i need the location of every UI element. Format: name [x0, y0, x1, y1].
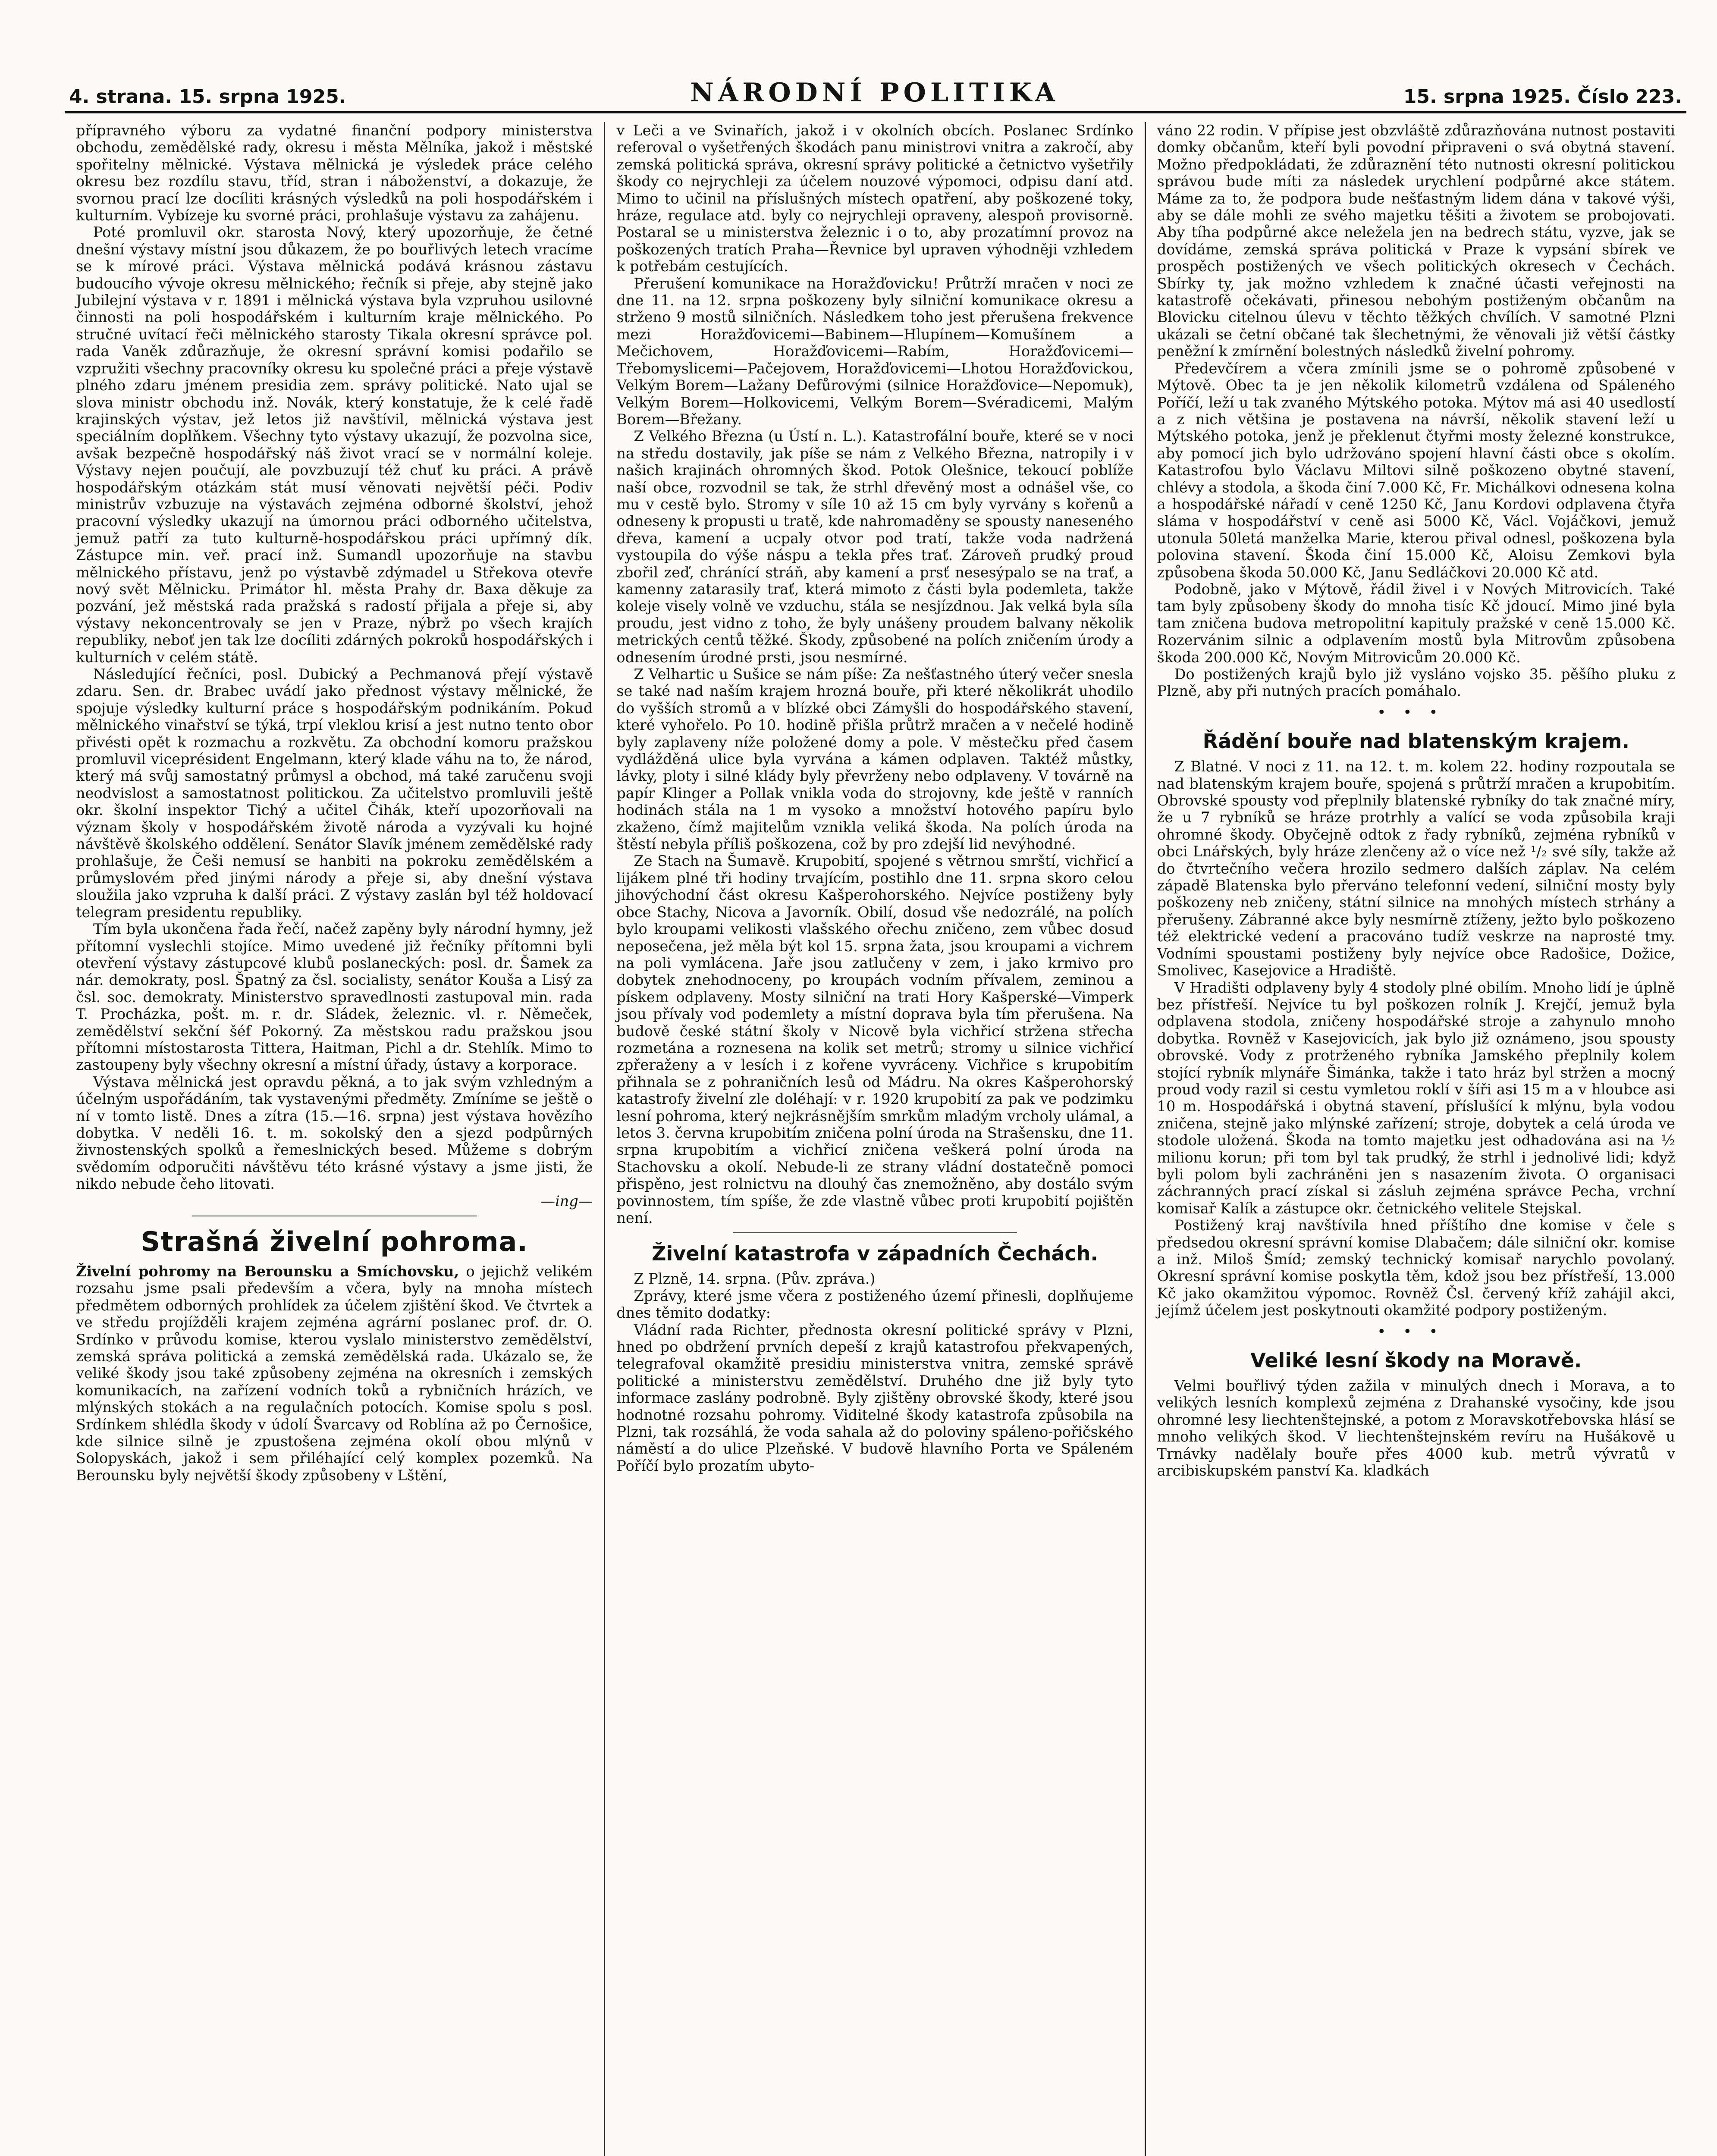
article-heading-blatna: Řádění bouře nad blatenským krajem. — [1202, 730, 1629, 753]
col2-paragraph: v Leči a ve Svinařích, jakož i v okolních obcích. Poslanec Srdínko referoval o vyšetřených škodách panu ministrovi vnitra a zakročí, aby zemská politická správa, okresní správy politické a četnictvo vyšetřily škody co nejrychleji za účelem nouzové výpomoci, odpisu daní atd. Mimo to učinil na příslušných místech opatření, aby poškozené toky, hráze, regulace atd. byly co nejrychleji opraveny, alespoň provisorně. Postaral se u ministerstva železnic i o to, aby prozatímní provoz na poškozených tratích Praha—Řevnice byl upraven výhodněji vzhledem k potřebám cestujících. — [616, 122, 1133, 275]
column-3 — [1146, 122, 1686, 2156]
newspaper-title: NÁRODNÍ POLITIKA — [690, 78, 1060, 108]
col2-paragraph: Přerušení komunikace na Horažďovicku! Průtrží mračen v noci ze dne 11. na 12. srpna poškozeny byly silniční komunikace okresu a strženo 9 mostů silničních. Následkem toho jest přerušena frekvence mezi Horažďovicemi—Babinem—Hlupínem—Komušínem a Mečichovem, Horažďovicemi—Rabím, Horažďovicemi—Třebomyslicemi—Pačejovem, Horažďovicemi—Lhotou Horažďovickou, Velkým Borem—Lažany Defůrovými (silnice Horažďovice—Nepomuk), Velkým Borem—Holkovicemi, Velkým Borem—Svéradicemi, Malým Borem—Břežany. — [616, 275, 1133, 428]
col3-paragraph: Postižený kraj navštívila hned příštího dne komise v čele s předsedou okresní správní komise Dlabačem; dále silniční okr. komise a inž. Miloš Šmíd; zemský technický komisař narychlo povolaný. Okresní správní komise poskytla těm, kdož jsou bez přístřeší, 13.000 Kč jako okamžitou výpomoc. Rovněž Čsl. červený kříž zahájil akci, jejímž účelem jest poskytnouti okamžité podpory postiženým. — [1157, 1217, 1675, 1319]
col3-paragraph: Velmi bouřlivý týden zažila v minulých dnech i Morava, a to velikých lesních komplexů zejména z Drahanské vysočiny, kde jsou ohromné lesy liechtenštejnské, a potom z Moravskotřebovska hlásí se mnoho velikých škod. V liechtenštejnském revíru na Hušákově u Trnávky nadělaly bouře přes 4000 kub. metrů vývratů v arcibiskupském panství Ka. kladkách — [1157, 1377, 1675, 1479]
column-2 — [605, 122, 1146, 2156]
col1-paragraph: přípravného výboru za vydatné finanční podpory ministerstva obchodu, zemědělské rady, okresu i města Mělníka, jakož i městské spořitelny mělnické. Výstava mělnická je výsledek práce celého okresu bez rozdílu stavu, tříd, stran i náboženství, a dokazuje, že svornou prací lze docíliti krásných výsledků na poli hospodářském i kulturním. Vybízeje ku svorné práci, prohlašuje výstavu za zahájenu. — [76, 122, 593, 224]
article-heading-disaster: Strašná živelní pohroma. — [141, 1226, 528, 1257]
divider — [733, 1232, 1017, 1233]
subheading-berounsko: Živelní pohromy na Berounsku a Smíchovsku, — [76, 1263, 459, 1280]
newspaper-page — [65, 65, 1686, 2156]
col3-paragraph: Podobně, jako v Mýtově, řádil živel i v Nových Mitrovicích. Také tam byly způsobeny škody do mnoha tisíc Kč jdoucí. Mimo jiné byla tam zničena budova metropolitní kapituly pražské v ceně 15.000 Kč. Rozervánim silnic a odplavením mostů byla Mitrovům způsobena škoda 200.000 Kč, Novým Mitrovicům 20.000 Kč. — [1157, 580, 1675, 666]
col1-paragraph: Výstava mělnická jest opravdu pěkná, a to jak svým vzhledným a účelným uspořádáním, tak vystavenými předměty. Zmíníme se ještě o ní v tomto listě. Dnes a zítra (15.—16. srpna) jest výstava hovězího dobytka. V neděli 16. t. m. sokolský den a sjezd podpůrných živnostenských spolků a řemeslnických besed. Můžeme s dobrým svědomím odporučiti návštěvu této krásné výstavy a jsme jisti, že nikdo nebude čeho litovati. — [76, 1073, 593, 1193]
header-left: 4. strana. 15. srpna 1925. — [69, 86, 346, 108]
separator-dots: ••• — [1377, 1322, 1455, 1340]
col2-paragraph: Ze Stach na Šumavě. Krupobití, spojené s větrnou smrští, vichřicí a lijákem plné tři hodiny trvajícím, postihlo dne 11. srpna skoro celou jihovýchodní část okresu Kašperohorského. Nejvíce postiženy byly obce Stachy, Nicova a Javorník. Obilí, dosud vše nedozrálé, na polích bylo kroupami velikosti vlašského ořechu zničeno, zem vůbec dosud neposečena, jež měla být kol 15. srpna žata, jsou kroupami a vichrem na poli vymlácena. Jaře jsou zatlučeny v zem, i jako krmivo pro dobytek znehodnoceny, po kroupách vodním přívalem, zeminou a pískem odplaveny. Mosty silniční na trati Hory Kašperské—Vimperk jsou přívaly vod podemlety a místní doprava byla tím přerušena. Na budově české státní školy v Nicově byla vichřicí stržena střecha rozmetána a roznesena na kolik set metrů; stromy u silnice vichřicí zpřeraženy a v lesích i z kořene vyvráceny. Vichřice s krupobitím přihnala se z pohraničních lesů od Mádru. Na okres Kašperohorský katastrofy živelní zle doléhají: v r. 1920 krupobití za pak ve podzimku lesní pohroma, který nejkrásnějším smrkům mladým vrcholy ulámal, a letos 3. června krupobitím zničena polní úroda na Strašensku, dne 11. srpna krupobitím a vichřicí zničena veškerá polní úroda na Stachovsku a okolí. Nebude-li ze strany vládní dostatečně pomoci přispěno, jest rolnictvu na dlouhý čas znemožněno, aby dostálo svým povinnostem, tím spíše, že zde vlastně vůbec proti krupobití pojištěn není. — [616, 852, 1133, 1226]
column-1 — [65, 122, 605, 2156]
col2-paragraph: Z Velhartic u Sušice se nám píše: Za nešťastného úterý večer snesla se také nad naším krajem hrozná bouře, při které několikrát uhodilo do vyšších stromů a v blízké obci Zámyšli do hospodářského stavení, které vyhořelo. Po 10. hodině přišla průtrž mračen a v nečelé hodině byly zaplaveny níže položené domy a pole. V městečku před časem vydlážděná ulice byla vyrvána a kámen odplaven. Taktéž můstky, lávky, ploty i silné klády byly převrženy nebo odplaveny. V továrně na papír Klinger a Pollak vnikla voda do strojovny, kde ještě v ranních hodinách stála na 1 m vysoko a množství hotového papíru bylo zkaženo, čímž majitelům vznikla veliká škoda. Na polích úroda na štěstí nebyla příliš poškozena, což by pro zdejší lid nevýhodné. — [616, 666, 1133, 853]
article-heading-west-bohemia: Živelní katastrofa v západních Čechách. — [652, 1242, 1098, 1266]
col1-paragraph: Poté promluvil okr. starosta Nový, který upozorňuje, že četné dnešní výstavy místní jsou důkazem, že po bouřlivých letech vracíme se k mírové práci. Výstava mělnická podává krásnou zástavu budoucího vývoje okresu mělnického; řečník si přeje, aby stejně jako Jubilejní výstava v r. 1891 i mělnická výstava byla vzpruhou usilovné činnosti na poli hospodářském i kulturním kraje mělnického. Po stručné uvítací řeči mělnického starosty Tikala okresní správce pol. rada Vaněk zdůrazňuje, že okresní správní komisi podařilo se vzpružiti všechny pracovníky okresu ku společné práci a přeje výstavě plného zdaru jménem presidia zem. správy politické. Nato ujal se slova ministr obchodu inž. Novák, který konstatuje, že k celé řadě krajinských výstav, jež letos již navštívil, mělnická výstava jest speciálním doplňkem. Všechny tyto výstavy ukazují, že pozvolna sice, avšak bezpečně hospodářský náš život vrací se v normální koleje. Výstavy nejen poučují, ale povzbuzují též chuť ku práci. A právě hospodářským otázkám stát musí věnovati největší péči. Podiv ministrův vzbuzuje na výstavách zejména odborné školství, jehož pracovní výsledky ukazují na úmornou práci odborného učitelstva, jemuž patří za tuto kulturně-hospodářskou práci upřímný dík. Zástupce min. veř. prací inž. Sumandl upozorňuje na stavbu mělnického přístavu, jenž po výstavbě zdýmadel u Střekova otevře nový svět Mělnicku. Primátor hl. města Prahy dr. Baxa děkuje za pozvání, jež městská rada pražská s radostí přijala a přeje si, aby výstavy nekoncentrovaly se jen v Praze, nýbrž po všech krajích republiky, neboť jen tak lze docíliti zdárných pokroků hospodářských i kulturních v celém státě. — [76, 224, 593, 666]
separator-dots: ••• — [1377, 703, 1455, 721]
col2-paragraph: Z Velkého Března (u Ústí n. L.). Katastrofální bouře, které se v noci na středu dostavily, jak píše se nám z Velkého Března, natropily i v našich krajinách ohromných škod. Potok Olešnice, tekoucí poblíže naší obce, rozvodnil se tak, že strhl dřevěný most a odnášel vše, co mu v cestě bylo. Stromy v síle 10 až 15 cm byly vyrvány s kořenů a odneseny k propusti u tratě, kde nahromaděny se spousty naneseného dřeva, kamení a ucpaly otvor pod tratí, takže voda nadržená vystoupila do výše náspu a tekla přes trať. Zároveň prudký proud zbořil zeď, chránící stráň, aby kamení a prsť nesesýpalo se na trať, a kamenny zatarasily trať, která mimoto z části byla podemleta, takže koleje visely volně ve vzduchu, stála se nesjízdnou. Jak velká byla síla proudu, jest vidno z toho, že byly unášeny proudem balvany několik metrických centů těžké. Škody, způsobené na polích zničením úrody a odnesením úrodné prsti, jsou nesmírné. — [616, 428, 1133, 666]
col1-paragraph: Následující řečníci, posl. Dubický a Pechmanová přejí výstavě zdaru. Sen. dr. Brabec uvádí jako přednost výstavy mělnické, že spojuje výsledky kulturní práce s hospodářským podnikáním. Pokud mělnického vinařství se týká, trpí vleklou krisí a jest nutno tento obor přivésti opět k rozmachu a rozkvětu. Za obchodní komoru pražskou promluvil viceprésident Engelmann, který klade váhu na to, že národ, který má svůj samostatný průmysl a obchod, má také zaručenu svoji neodvislost a samostatnost politickou. Za učitelstvo promluvili ještě okr. školní inspektor Tichý a učitel Čihák, kteří upozorňovali na význam školy v hospodářském životě národa a vyzývali ku hojné návštěvě školského oddělení. Senátor Slavík jménem zemědělské rady prohlašuje, že Češi nemusí se hanbiti na pokroku zemědělském a průmyslovém před jinými národy a přeje si, aby dnešní výstava sloužila jako vzpruha k další práci. Z výstavy zaslán byl též holdovací telegram presidentu republiky. — [76, 666, 593, 921]
header-right: 15. srpna 1925. Číslo 223. — [1403, 86, 1682, 108]
col1-paragraph: Tím byla ukončena řada řečí, načež zapěny byly národní hymny, jež přítomní vyslechli stojíce. Mimo uvedené již řečníky přítomni byli otevření výstavy zástupcové klubů poslaneckých: posl. dr. Šamek za nár. demokraty, posl. Špatný za čsl. socialisty, senátor Kouša a Lisý za čsl. soc. demokraty. Ministerstvo spravedlnosti zastupoval min. rada T. Procházka, pošt. m. r. dr. Sládek, železnic. vl. r. Němeček, zemědělství sekční šéf Pokorný. Za městskou radu pražskou jsou přítomni místostarosta Tittera, Haitman, Pichl a dr. Stehlík. Mimo to zastoupeny byly všechny okresní a místní úřady, ústavy a korporace. — [76, 921, 593, 1074]
masthead — [65, 65, 1686, 113]
col3-paragraph: Z Blatné. V noci z 11. na 12. t. m. kolem 22. hodiny rozpoutala se nad blatenským krajem bouře, spojená s průtrží mračen a krupobitím. Obrovské spousty vod přeplnily blatenské rybníky do tak značné míry, že u 7 rybníků se hráze protrhly a valící se voda způsobila kraji ohromné škody. Obyčejně odtok z řady rybníků, zejména rybníků v obci Lnářských, byly hráze zlenčeny až o více než ¹/₂ své síly, takže až do čtvrtečního večera hrozilo sedmero dalších záplav. Na celém západě Blatenska bylo přerváno telefonní vedení, silniční mosty byly poškozeny neb zničeny, státní silnice na mnohých místech strhány a přerušeny. Zábranné akce byly nesmírně ztíženy, ježto bylo poškozeno též elektrické vedení a pracováno tudíž veskrze na naprosté tmy. Vodními spoustami postiženy byly nejvíce obce Radošice, Dožice, Smolivec, Kasejovice a Hradiště. — [1157, 758, 1675, 979]
columns — [65, 122, 1686, 2156]
col3-paragraph: Předevčírem a včera zmínili jsme se o pohromě způsobené v Mýtově. Obec ta je jen několik kilometrů vzdálena od Spáleného Poříčí, leží u tak zvaného Mýtského potoka. Mýtov má asi 40 usedlostí a z nich většina je postavena na návrší, několik stavení leží u Mýtského potoka, jenž je překlenut čtyřmi mosty železné konstrukce, aby pomocí jich bylo udržováno spojení hlavní části obce s okolím. Katastrofou bylo Václavu Miltovi silně poškozeno obytné stavení, chlévy a stodola, a škoda činí 7.000 Kč, Fr. Michálkovi odnesena kolna a hospodářské nářadí v ceně 1250 Kč, Janu Kordovi odplavena čtyřa sláma v hospodářství v ceně asi 5000 Kč, Václ. Vojáčkovi, jemuž utonula 50letá manželka Marie, kterou přival odnesl, poškozena byla polovina stavení. Škoda činí 15.000 Kč, Aloisu Zemkovi byla způsobena škoda 50.000 Kč, Janu Sedláčkovi 20.000 Kč atd. — [1157, 360, 1675, 581]
article-signature: —ing— — [540, 1192, 593, 1210]
col2-paragraph: Zprávy, které jsme včera z postiženého území přinesli, doplňujeme dnes těmito dodatky: — [616, 1287, 1133, 1322]
dateline: Z Plzně, 14. srpna. (Pův. zpráva.) — [634, 1270, 876, 1288]
col1-paragraph: o jejichž velikém rozsahu jsme psali především a včera, byly na mnoha místech předmětem odborných prohlídek za účelem zjištění škod. Ve čtvrtek a ve středu projížděli krajem zejména agrární poslanec prof. dr. O. Srdínko v průvodu komise, kterou vyslalo ministerstvo zemědělství, zemská správa politická a zemská zemědělská rada. Ukázalo se, že veliké škody jsou také způsobeny zejména na okresních i zemských komunikacích, na zařízení vodních toků a rybničních hrázích, ve mlýnských stokách a na regulačních potocích. Komise spolu s posl. Srdínkem shlédla škody v údolí Švarcavy od Roblína až po Černošice, kde silnice silně je zpustošena zejména okolí obou mlýnů v Solopyskách, jakož i sem přiléhající celý komplex pozemků. Na Berounsku byly největší škody způsobeny v Lštění, — [76, 1263, 593, 1484]
article-heading-moravia: Veliké lesní škody na Moravě. — [1250, 1349, 1582, 1373]
col2-paragraph: Vládní rada Richter, přednosta okresní politické správy v Plzni, hned po obdržení prvních depeší z krajů katastrofou překvapených, telegrafoval okamžitě presidiu ministerstva vnitra, zemské správě politické a ministerstvu zemědělství. Druhého dne již byly tyto informace zaslány podrobně. Byly zjištěny obrovské škody, které jsou hodnotné rozsahu pohromy. Viditelné škody katastrofa způsobila na Plzni, tak rozsáhlá, že voda sahala až do poloviny spáleno-pořičského náměstí a do ulice Plzeňské. V budově hlavního Porta ve Spáleném Poříčí bylo prozatím ubyto- — [616, 1321, 1133, 1474]
col3-paragraph: Do postižených krajů bylo již vysláno vojsko 35. pěšího pluku z Plzně, aby při nutných pracích pomáhalo. — [1157, 666, 1675, 700]
col3-paragraph: váno 22 rodin. V přípise jest obzvláště zdůrazňována nutnost postaviti domky občanům, kteří byli povodní připraveni o svá obytná stavení. Možno předpokládati, že zdůraznění této nutnosti okresní politickou správou bude míti za následek urychlení podpůrné akce státem. Máme za to, že podpora bude nešťastným lidem dána v takové výši, aby se dále mohli ze svého majetku těšiti a životem se probojovati. Aby tíha podpůrné akce neležela jen na bedrech státu, vyzve, jak se dovídáme, zemská správa politická v Praze k vypsání sbírek ve prospěch postižených ve všech politických okresech v Čechách. Sbírky ty, jak možno vzhledem k značné účasti veřejnosti na katastrofě očekávati, přinesou nebohým postiženým občanům na Blovicku citelnou úlevu v těchto těžkých chvílích. V samotné Plzni ukázali se četní občané tak šlechetnými, že věnovali již větší částky peněžní k zmírnění bolestných následků živelní pohromy. — [1157, 122, 1675, 360]
col3-paragraph: V Hradišti odplaveny byly 4 stodoly plné obilím. Mnoho lidí je úplně bez přístřeší. Nejvíce tu byl poškozen rolník J. Krejčí, jemuž byla odplavena stodola, zničeny hospodářské stroje a zahynulo mnoho dobytka. Rovněž v Kasejovicích, jak bylo již oznámeno, jsou spousty obrovské. Vody z protrženého rybníka Jamského přeplnily kolem stojící rybník mlynáře Šimánka, takže i tato hráz byl stržen a mocný proud vody razil si cestu vymletou roklí v šíři asi 15 m a v hloubce asi 10 m. Hospodářská i obytná stavení, příslušící k mlýnu, byla vodou zničena, stejně jako mlýnské zařízení; stroje, dobytek a celá úroda ve stodole uložená. Škoda na tomto majetku jest odhadována asi na ½ milionu korun; při tom byl tak prudký, že strhl i jednolivé lidi; když byli polom byli zachráněni jen s nasazením života. O organisaci záchranných prací získal si zásluh zejména správce Pecha, vrchní komisař Kalík a zástupce okr. četnického velitele Stejskal. — [1157, 979, 1675, 1217]
